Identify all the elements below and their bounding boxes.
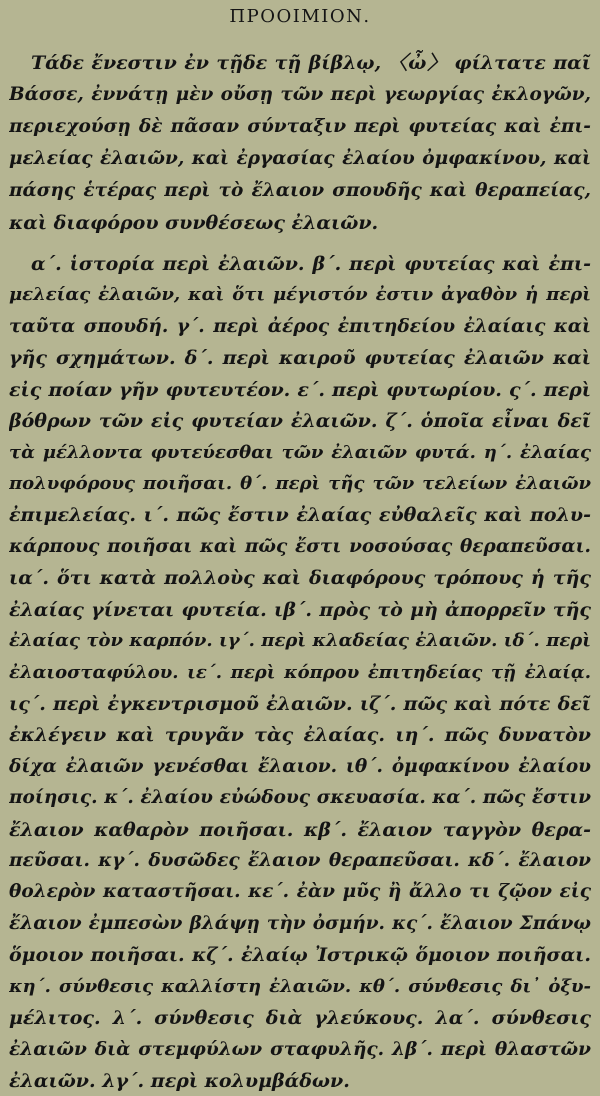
paragraph2-line: ἐλαίας τὸν καρπόν. ιγ΄. περὶ κλαδείας ἐλαιῶν. ιδ΄. περὶ xyxy=(9,630,591,651)
paragraph1-line: περιεχούσῃ δὲ πᾶσαν σύνταξιν περὶ φυτείας καὶ ἐπι- xyxy=(9,116,591,137)
paragraph2-line: τὰ μέλλοντα φυτεύεσθαι τῶν ἐλαιῶν φυτά. η΄. ἐλαίας xyxy=(9,442,591,463)
paragraph2-line: γῆς σχημάτων. δ΄. περὶ καιροῦ φυτείας ἐλαιῶν καὶ xyxy=(9,347,591,369)
paragraph2-line: κη΄. σύνθεσις καλλίστη ἐλαιῶν. κθ΄. σύνθεσις δι᾿ ὀξυ- xyxy=(9,976,591,997)
paragraph2-line: κάρπους ποιῆσαι καὶ πῶς ἔστι νοσούσας θεραπεῦσαι. xyxy=(9,536,591,557)
paragraph2-line: ις΄. περὶ ἐγκεντρισμοῦ ἐλαιῶν. ιζ΄. πῶς καὶ πότε δεῖ xyxy=(9,693,591,715)
paragraph2-line: α΄. ἱστορία περὶ ἐλαιῶν. β΄. περὶ φυτείας καὶ ἐπι- xyxy=(31,253,591,275)
paragraph2-line: ια΄. ὅτι κατὰ πολλοὺς καὶ διαφόρους τρόπους ἡ τῆς xyxy=(9,567,591,589)
paragraph2-line: ἐλαίας γίνεται φυτεία. ιβ΄. πρὸς τὸ μὴ ἀπορρεῖν τῆς xyxy=(9,599,591,621)
paragraph2-line: ἐλαιῶν διὰ στεμφύλων σταφυλῆς. λβ΄. περὶ θλαστῶν xyxy=(9,1039,591,1060)
paragraph2-line: μέλιτος. λ΄. σύνθεσις διὰ γλεύκους. λα΄. σύνθεσις xyxy=(9,1007,591,1029)
paragraph1-line: Τάδε ἔνεστιν ἐν τῇδε τῇ βίβλῳ, 〈ὦ〉 φίλτατε παῖ xyxy=(31,52,591,74)
paragraph2-line: ἐκλέγειν καὶ τρυγᾶν τὰς ἐλαίας. ιη΄. πῶς δυνατὸν xyxy=(9,724,591,746)
paragraph2-line: εἰς ποίαν γῆν φυτευτέον. ε΄. περὶ φυτωρίου. ς΄. περὶ xyxy=(9,379,591,401)
paragraph1-line: Βάσσε, ἐννάτῃ μὲν οὔσῃ τῶν περὶ γεωργίας ἐκλογῶν, xyxy=(9,84,591,105)
paragraph2-line: μελείας ἐλαιῶν, καὶ ὅτι μέγιστόν ἐστιν ἀγαθὸν ἡ περὶ xyxy=(9,284,591,305)
paragraph2-line: ἐπιμελείας. ι΄. πῶς ἔστιν ἐλαίας εὐθαλεῖς καὶ πολυ- xyxy=(9,504,591,526)
paragraph2-line: ἔλαιον καθαρὸν ποιῆσαι. κβ΄. ἔλαιον ταγγὸν θερα- xyxy=(9,819,591,841)
paragraph2-line: ποίησις. κ΄. ἐλαίου εὐώδους σκευασία. κα΄. πῶς ἔστιν xyxy=(9,787,591,808)
paragraph2-line: πεῦσαι. κγ΄. δυσῶδες ἔλαιον θεραπεῦσαι. κδ΄. ἔλαιον xyxy=(9,850,591,871)
paragraph2-line: ἔλαιον ἐμπεσὼν βλάψῃ τὴν ὀσμήν. κς΄. ἔλαιον Σπάνῳ xyxy=(9,913,591,934)
paragraph1-line: μελείας ἐλαιῶν, καὶ ἐργασίας ἐλαίου ὀμφακίνου, καὶ xyxy=(9,148,591,169)
paragraph2-line: θολερὸν καταστῆσαι. κε΄. ἐὰν μῦς ἢ ἄλλο τι ζῷον εἰς xyxy=(9,881,591,902)
paragraph2-line: ταῦτα σπουδή. γ΄. περὶ ἀέρος ἐπιτηδείου ἐλαίαις καὶ xyxy=(9,316,591,337)
paragraph2-line: δίχα ἐλαιῶν γενέσθαι ἔλαιον. ιθ΄. ὀμφακίνου ἐλαίου xyxy=(9,756,591,777)
page-title: ΠΡΟΟΙΜΙΟΝ. xyxy=(229,6,371,27)
paragraph2-line: ἐλαιοσταφύλου. ιε΄. περὶ κόπρου ἐπιτηδείας τῇ ἐλαίᾳ. xyxy=(9,662,591,683)
paragraph2-line: ὅμοιον ποιῆσαι. κζ΄. ἐλαίῳ Ἰστρικῷ ὅμοιον ποιῆσαι. xyxy=(9,944,591,966)
paragraph1-line: καὶ διαφόρου συνθέσεως ἐλαιῶν. xyxy=(9,212,379,234)
paragraph2-line: βόθρων τῶν εἰς φυτείαν ἐλαιῶν. ζ΄. ὁποῖα εἶναι δεῖ xyxy=(9,410,591,432)
paragraph2-line: ἐλαιῶν. λγ΄. περὶ κολυμβάδων. xyxy=(9,1070,350,1092)
paragraph2-line: πολυφόρους ποιῆσαι. θ΄. περὶ τῆς τῶν τελείων ἐλαιῶν xyxy=(9,473,591,494)
paragraph1-line: πάσης ἑτέρας περὶ τὸ ἔλαιον σπουδῆς καὶ θεραπείας, xyxy=(9,180,591,201)
